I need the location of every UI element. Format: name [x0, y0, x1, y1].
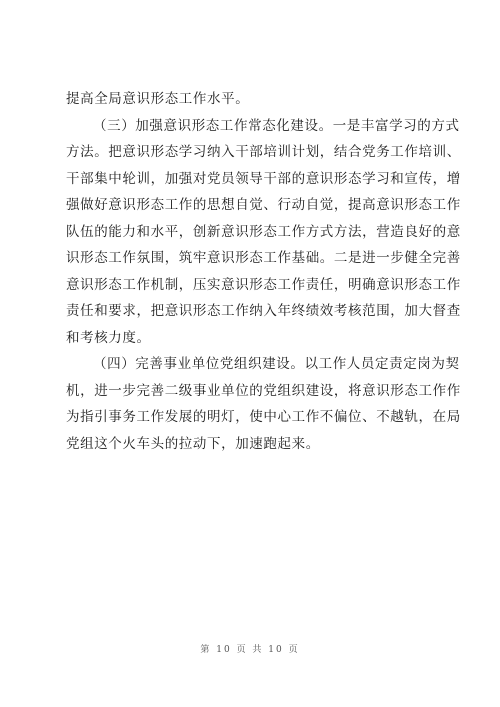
text-line: 责任和要求，把意识形态工作纳入年终绩效考核范围，加大督查 — [66, 303, 461, 319]
text-line: 意识形态工作机制，压实意识形态工作责任，明确意识形态工作 — [66, 276, 461, 293]
text-line: （四）完善事业单位党组织建设。以工作人员定责定岗为契 — [93, 356, 460, 372]
text-line: 队伍的能力和水平，创新意识形态工作方式方法，营造良好的意 — [66, 223, 461, 240]
text-line: 强做好意识形态工作的思想自觉、行动自觉，提高意识形态工作 — [66, 197, 461, 213]
text-line: （三）加强意识形态工作常态化建设。一是丰富学习的方式 — [93, 117, 460, 134]
text-line: 为指引事务工作发展的明灯，使中心工作不偏位、不越轨，在局 — [66, 409, 461, 425]
document-body — [66, 86, 461, 457]
text-line: 党组这个火车头的拉动下，加速跑起来。 — [66, 435, 320, 452]
text-line: 机，进一步完善二级事业单位的党组织建设，将意识形态工作作 — [66, 382, 461, 399]
text-line: 和考核力度。 — [66, 329, 151, 346]
text-line: 识形态工作氛围，筑牢意识形态工作基础。二是进一步健全完善 — [66, 250, 461, 266]
text-line: 干部集中轮训，加强对党员领导干部的意识形态学习和宣传，增 — [66, 170, 461, 187]
page-number-footer: 第 10 页 共 10 页 — [200, 645, 300, 655]
text-line: 方法。把意识形态学习纳入干部培训计划，结合党务工作培训、 — [66, 144, 461, 160]
text-line: 提高全局意识形态工作水平。 — [66, 91, 250, 107]
